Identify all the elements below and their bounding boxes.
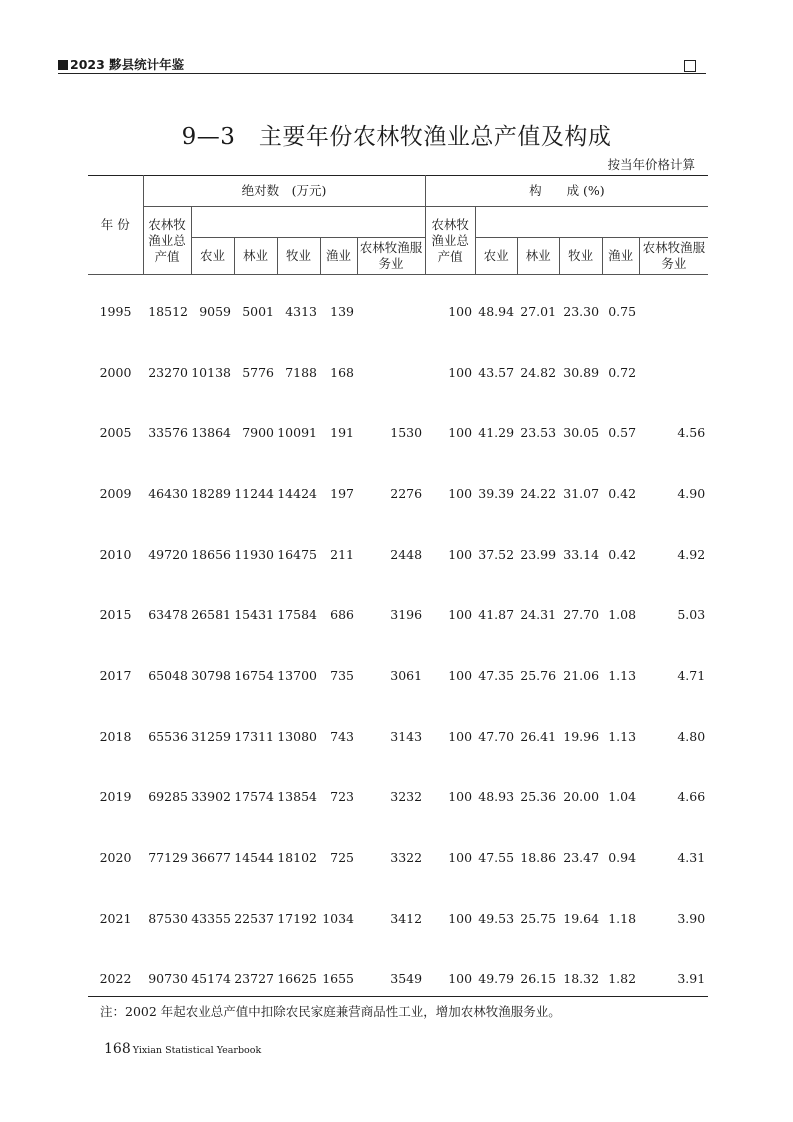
cell-s-agri: 49.53 [478, 910, 515, 926]
cell-s-fish: 0.75 [608, 303, 637, 319]
cell-s-total: 100 [448, 667, 473, 683]
cell-forest: 11930 [234, 546, 274, 562]
cell-s-animal: 27.70 [563, 607, 600, 623]
cell-year: 2005 [99, 425, 132, 441]
cell-s-service: 4.92 [677, 546, 706, 562]
cell-s-total: 100 [448, 607, 473, 623]
abs-total-header: 农林牧渔业总产值 [143, 207, 191, 275]
cell-s-service: 4.66 [677, 789, 706, 805]
absolute-group-header: 绝对数 (万元) [143, 176, 425, 207]
cell-fish: 723 [330, 789, 354, 805]
table-row [88, 584, 708, 645]
cell-forest: 23727 [234, 971, 274, 987]
cell-service: 3232 [390, 789, 423, 805]
cell-s-fish: 0.72 [608, 364, 637, 380]
cell-animal: 13700 [277, 667, 317, 683]
cell-agri: 30798 [191, 667, 231, 683]
cell-service: 3412 [390, 910, 423, 926]
cell-fish: 191 [330, 425, 354, 441]
cell-s-forest: 25.36 [520, 789, 557, 805]
cell-s-animal: 30.89 [563, 364, 600, 380]
cell-fish: 735 [330, 667, 354, 683]
cell-year: 2017 [99, 667, 132, 683]
cell-s-forest: 23.99 [520, 546, 557, 562]
cell-animal: 14424 [277, 485, 317, 501]
cell-agri: 33902 [191, 789, 231, 805]
table-row [88, 342, 708, 403]
cell-total: 46430 [148, 485, 188, 501]
square-icon [58, 60, 68, 70]
cell-s-agri: 37.52 [478, 546, 515, 562]
cell-s-forest: 27.01 [520, 303, 557, 319]
str-fish-header: 渔业 [602, 238, 639, 275]
cell-fish: 686 [330, 607, 354, 623]
str-agri-header: 农业 [475, 238, 517, 275]
table-row [88, 645, 708, 706]
cell-service: 3196 [390, 607, 423, 623]
cell-year: 2000 [99, 364, 132, 380]
table-row [88, 888, 708, 949]
cell-s-service: 4.71 [677, 667, 706, 683]
cell-forest: 5001 [242, 303, 274, 319]
cell-s-forest: 18.86 [520, 850, 557, 866]
cell-s-total: 100 [448, 971, 473, 987]
abs-fish-header: 渔业 [320, 238, 357, 275]
cell-forest: 7900 [242, 425, 274, 441]
cell-s-animal: 31.07 [563, 485, 600, 501]
cell-agri: 18289 [191, 485, 231, 501]
str-animal-header: 牧业 [559, 238, 602, 275]
cell-s-fish: 1.13 [608, 667, 637, 683]
cell-s-total: 100 [448, 303, 473, 319]
str-service-header: 农林牧渔服务业 [639, 238, 708, 275]
cell-agri: 31259 [191, 728, 231, 744]
table-row [88, 767, 708, 828]
cell-service: 3322 [390, 850, 423, 866]
cell-agri: 43355 [191, 910, 231, 926]
cell-fish: 168 [330, 364, 354, 380]
cell-animal: 7188 [285, 364, 317, 380]
header-box-icon [684, 60, 696, 72]
cell-total: 49720 [148, 546, 188, 562]
cell-animal: 17584 [277, 607, 317, 623]
page-title: 9—3 主要年份农林牧渔业总产值及构成 [181, 124, 612, 150]
cell-s-forest: 25.76 [520, 667, 557, 683]
output-value-table [88, 175, 708, 1009]
table-row [88, 463, 708, 524]
cell-s-agri: 41.87 [478, 607, 515, 623]
year-header: 年 份 [88, 176, 143, 275]
cell-s-fish: 0.94 [608, 850, 637, 866]
cell-total: 18512 [148, 303, 188, 319]
cell-total: 63478 [148, 607, 188, 623]
abs-agri-header: 农业 [191, 238, 234, 275]
cell-s-animal: 20.00 [563, 789, 600, 805]
cell-service: 2448 [390, 546, 423, 562]
cell-total: 87530 [148, 910, 188, 926]
cell-service: 3143 [390, 728, 423, 744]
str-forest-header: 林业 [517, 238, 559, 275]
cell-s-fish: 1.04 [608, 789, 637, 805]
cell-s-forest: 25.75 [520, 910, 557, 926]
page-number: 168 [104, 1041, 131, 1057]
cell-s-forest: 24.22 [520, 485, 557, 501]
cell-year: 2019 [99, 789, 132, 805]
cell-s-animal: 23.30 [563, 303, 600, 319]
cell-s-total: 100 [448, 789, 473, 805]
cell-service: 1530 [390, 425, 423, 441]
book-english-title: Yixian Statistical Yearbook [132, 1045, 262, 1056]
cell-forest: 15431 [234, 607, 274, 623]
cell-agri: 45174 [191, 971, 231, 987]
str-blank-header [475, 207, 708, 238]
cell-fish: 197 [330, 485, 354, 501]
cell-fish: 725 [330, 850, 354, 866]
table-row [88, 827, 708, 888]
cell-animal: 13080 [277, 728, 317, 744]
cell-animal: 17192 [277, 910, 317, 926]
table-bottom-rule [88, 996, 708, 997]
cell-year: 2021 [99, 910, 132, 926]
cell-total: 77129 [148, 850, 188, 866]
cell-agri: 13864 [191, 425, 231, 441]
cell-s-agri: 43.57 [478, 364, 515, 380]
cell-animal: 10091 [277, 425, 317, 441]
cell-s-fish: 0.42 [608, 546, 637, 562]
cell-total: 90730 [148, 971, 188, 987]
price-basis-note: 按当年价格计算 [607, 157, 695, 172]
cell-total: 23270 [148, 364, 188, 380]
cell-s-animal: 33.14 [563, 546, 600, 562]
cell-s-total: 100 [448, 546, 473, 562]
cell-s-animal: 19.96 [563, 728, 600, 744]
cell-s-service: 3.90 [677, 910, 706, 926]
cell-year: 1995 [99, 303, 132, 319]
cell-s-agri: 48.94 [478, 303, 515, 319]
cell-s-service [639, 342, 708, 403]
cell-fish: 211 [330, 546, 354, 562]
cell-s-total: 100 [448, 425, 473, 441]
cell-fish: 139 [330, 303, 354, 319]
cell-agri: 18656 [191, 546, 231, 562]
cell-total: 69285 [148, 789, 188, 805]
cell-fish: 1034 [322, 910, 354, 926]
cell-fish: 1655 [322, 971, 354, 987]
cell-year: 2020 [99, 850, 132, 866]
cell-s-agri: 47.35 [478, 667, 515, 683]
cell-animal: 4313 [285, 303, 317, 319]
abs-service-header: 农林牧渔服务业 [357, 238, 425, 275]
cell-forest: 22537 [234, 910, 274, 926]
cell-s-agri: 49.79 [478, 971, 515, 987]
cell-s-fish: 0.42 [608, 485, 637, 501]
cell-s-fish: 1.13 [608, 728, 637, 744]
cell-s-fish: 1.18 [608, 910, 637, 926]
header-book-title [58, 57, 184, 73]
cell-s-service: 3.91 [677, 971, 706, 987]
footnote: 注：2002 年起农业总产值中扣除农民家庭兼营商品性工业，增加农林牧渔服务业。 [100, 1004, 561, 1019]
cell-s-total: 100 [448, 364, 473, 380]
cell-s-agri: 48.93 [478, 789, 515, 805]
cell-s-service: 4.31 [677, 850, 706, 866]
cell-s-agri: 39.39 [478, 485, 515, 501]
cell-s-animal: 21.06 [563, 667, 600, 683]
cell-service [357, 342, 425, 403]
cell-s-forest: 26.41 [520, 728, 557, 744]
cell-year: 2015 [99, 607, 132, 623]
abs-animal-header: 牧业 [277, 238, 320, 275]
header-title-text: 2023 黟县统计年鉴 [70, 57, 185, 72]
cell-forest: 5776 [242, 364, 274, 380]
cell-forest: 17574 [234, 789, 274, 805]
cell-agri: 26581 [191, 607, 231, 623]
cell-service: 3549 [390, 971, 423, 987]
cell-s-service: 4.56 [677, 425, 706, 441]
cell-s-animal: 19.64 [563, 910, 600, 926]
cell-s-fish: 1.82 [608, 971, 637, 987]
abs-blank-header [191, 207, 425, 238]
cell-total: 65048 [148, 667, 188, 683]
cell-s-forest: 23.53 [520, 425, 557, 441]
cell-forest: 17311 [234, 728, 274, 744]
cell-s-agri: 41.29 [478, 425, 515, 441]
cell-s-service: 4.80 [677, 728, 706, 744]
table-row [88, 402, 708, 463]
str-total-header: 农林牧渔业总产值 [425, 207, 475, 275]
cell-animal: 18102 [277, 850, 317, 866]
structure-group-header: 构 成 (%) [425, 176, 708, 207]
cell-s-service [639, 275, 708, 342]
cell-s-total: 100 [448, 850, 473, 866]
cell-forest: 16754 [234, 667, 274, 683]
cell-service [357, 275, 425, 342]
cell-agri: 36677 [191, 850, 231, 866]
cell-agri: 10138 [191, 364, 231, 380]
cell-s-animal: 23.47 [563, 850, 600, 866]
cell-s-animal: 30.05 [563, 425, 600, 441]
cell-s-total: 100 [448, 910, 473, 926]
cell-s-forest: 24.31 [520, 607, 557, 623]
table-row [88, 949, 708, 1010]
cell-s-service: 5.03 [677, 607, 706, 623]
cell-s-agri: 47.55 [478, 850, 515, 866]
page-footer [104, 1041, 261, 1057]
table-row [88, 275, 708, 342]
cell-s-forest: 26.15 [520, 971, 557, 987]
table-row [88, 706, 708, 767]
abs-forest-header: 林业 [234, 238, 277, 275]
running-header [58, 57, 706, 74]
cell-year: 2022 [99, 971, 132, 987]
cell-fish: 743 [330, 728, 354, 744]
cell-s-fish: 0.57 [608, 425, 637, 441]
cell-s-fish: 1.08 [608, 607, 637, 623]
cell-service: 2276 [390, 485, 423, 501]
table-row [88, 524, 708, 585]
cell-s-agri: 47.70 [478, 728, 515, 744]
cell-animal: 16625 [277, 971, 317, 987]
cell-year: 2010 [99, 546, 132, 562]
table-body [88, 275, 708, 1010]
cell-s-total: 100 [448, 728, 473, 744]
cell-s-service: 4.90 [677, 485, 706, 501]
cell-year: 2018 [99, 728, 132, 744]
cell-forest: 14544 [234, 850, 274, 866]
cell-animal: 16475 [277, 546, 317, 562]
cell-s-animal: 18.32 [563, 971, 600, 987]
cell-animal: 13854 [277, 789, 317, 805]
cell-agri: 9059 [199, 303, 231, 319]
cell-service: 3061 [390, 667, 423, 683]
cell-forest: 11244 [234, 485, 274, 501]
cell-total: 33576 [148, 425, 188, 441]
cell-s-total: 100 [448, 485, 473, 501]
cell-s-forest: 24.82 [520, 364, 557, 380]
cell-year: 2009 [99, 485, 132, 501]
cell-total: 65536 [148, 728, 188, 744]
